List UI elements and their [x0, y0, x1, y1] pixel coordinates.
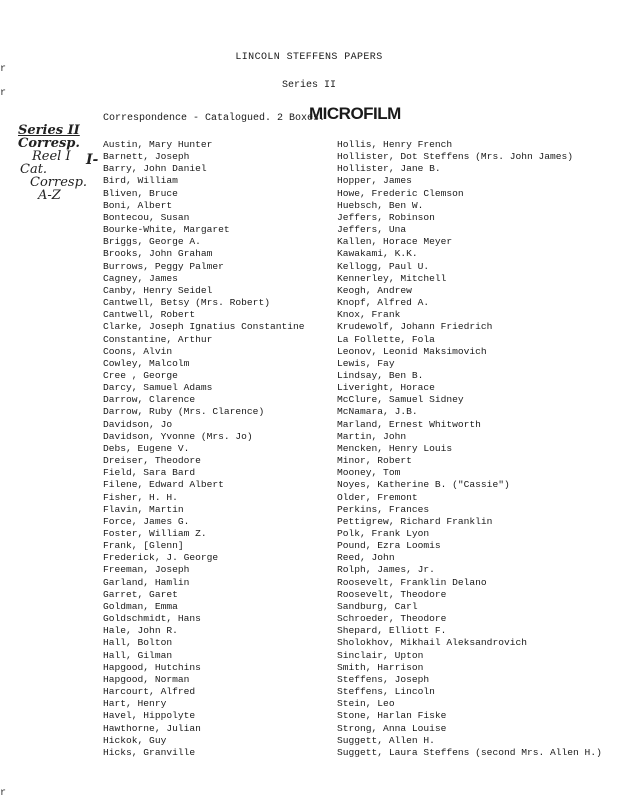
correspondent-entry: Burrows, Peggy Palmer	[103, 260, 224, 272]
correspondent-entry: Hall, Gilman	[103, 649, 173, 661]
correspondent-entry: Goldschmidt, Hans	[103, 613, 201, 625]
correspondent-entry: Liveright, Horace	[337, 382, 435, 394]
correspondent-entry: Hapgood, Norman	[103, 673, 190, 685]
correspondent-entry: Noyes, Katherine B. ("Cassie")	[337, 479, 510, 491]
correspondent-entry: Flavin, Martin	[103, 503, 184, 515]
correspondent-entry: Goldman, Emma	[103, 600, 178, 612]
correspondent-entry: Polk, Frank Lyon	[337, 528, 430, 539]
correspondent-entry: Rolph, James, Jr.	[337, 564, 435, 576]
correspondent-entry: Hapgood, Hutchins	[103, 661, 201, 673]
correspondent-entry: Austin, Mary Hunter	[103, 139, 213, 150]
correspondent-entry: Hicks, Granville	[103, 746, 196, 758]
correspondent-entry: Frederick, J. George	[103, 552, 219, 564]
correspondent-entry: Cagney, James	[103, 272, 178, 284]
correspondent-entry: Frank, [Glenn]	[103, 540, 184, 552]
correspondent-entry: Barry, John Daniel	[103, 163, 207, 175]
correspondent-entry: Davidson, Yvonne (Mrs. Jo)	[103, 430, 253, 442]
series-label: Series II	[281, 80, 336, 91]
correspondent-entry: Darrow, Clarence	[103, 394, 196, 406]
correspondent-entry: Steffens, Joseph	[337, 673, 430, 685]
correspondent-entry: Roosevelt, Franklin Delano	[337, 576, 487, 588]
correspondent-entry: Perkins, Frances	[337, 503, 430, 515]
correspondent-entry: Sholokhov, Mikhail Aleksandrovich	[337, 637, 527, 649]
correspondent-entry: Mooney, Tom	[337, 467, 401, 479]
correspondent-entry: Kellogg, Paul U.	[337, 260, 430, 272]
correspondent-entry: Jeffers, Una	[337, 224, 407, 236]
correspondent-entry: Shepard, Elliott F.	[337, 625, 447, 637]
correspondent-entry: Cree , George	[103, 369, 178, 381]
margin-mark: r	[0, 88, 7, 99]
correspondent-entry: Minor, Robert	[337, 455, 412, 467]
margin-mark: r	[0, 64, 7, 75]
correspondent-entry: Cowley, Malcolm	[103, 357, 190, 369]
correspondent-entry: Hollister, Dot Steffens (Mrs. John James)	[337, 151, 574, 163]
correspondent-entry: Kennerley, Mitchell	[337, 272, 447, 284]
correspondent-entry: Suggett, Laura Steffens (second Mrs. Allen H.)	[337, 746, 602, 758]
correspondent-entry: Hawthorne, Julian	[103, 722, 201, 734]
correspondent-entry: Bliven, Bruce	[103, 187, 178, 199]
correspondent-entry: Harcourt, Alfred	[103, 686, 196, 698]
microfilm-stamp: MICROFILM	[309, 104, 401, 123]
correspondent-entry: Garret, Garet	[103, 588, 178, 600]
annotation-line: Reel I	[32, 149, 71, 164]
correspondent-entry: Briggs, George A.	[103, 236, 201, 248]
correspondent-list-left	[103, 139, 305, 759]
correspondent-entry: Bontecou, Susan	[103, 211, 190, 223]
correspondent-entry: Davidson, Jo	[103, 418, 173, 430]
correspondent-entry: Reed, John	[337, 552, 395, 564]
correspondent-entry: Hall, Bolton	[103, 637, 173, 649]
correspondent-entry: La Follette, Fola	[337, 333, 435, 345]
correspondent-entry: Freeman, Joseph	[103, 564, 190, 576]
correspondent-entry: Hickok, Guy	[103, 734, 167, 746]
correspondent-entry: Barnett, Joseph	[103, 151, 190, 163]
correspondent-entry: Havel, Hippolyte	[103, 710, 196, 722]
annotation-line: Corresp.	[18, 136, 80, 151]
correspondent-entry: Filene, Edward Albert	[103, 479, 224, 491]
correspondent-entry: Hale, John R.	[103, 625, 178, 637]
correspondent-entry: Kawakami, K.K.	[337, 248, 418, 260]
correspondent-entry: Garland, Hamlin	[103, 576, 190, 588]
correspondent-entry: Lindsay, Ben B.	[337, 369, 424, 381]
correspondent-entry: Leonov, Leonid Maksimovich	[337, 345, 487, 357]
correspondent-entry: Force, James G.	[103, 515, 190, 527]
document-title: LINCOLN STEFFENS PAPERS	[235, 52, 383, 63]
correspondent-entry: Canby, Henry Seidel	[103, 284, 213, 296]
annotation-line: Series II	[18, 123, 80, 138]
correspondent-entry: Constantine, Arthur	[103, 333, 213, 345]
correspondent-entry: Older, Fremont	[337, 491, 418, 503]
correspondent-entry: Coons, Alvin	[103, 345, 173, 357]
subtitle: Correspondence - Catalogued. 2 Boxes.	[103, 113, 326, 124]
annotation-line: Corresp.	[30, 175, 88, 190]
correspondent-entry: Sandburg, Carl	[337, 600, 418, 612]
correspondent-entry: Jeffers, Robinson	[337, 211, 435, 223]
correspondent-list-right	[337, 139, 602, 759]
correspondent-entry: Keogh, Andrew	[337, 284, 412, 296]
correspondent-entry: Debs, Eugene V.	[103, 442, 190, 454]
correspondent-entry: Bourke-White, Margaret	[103, 224, 230, 236]
correspondent-entry: Krudewolf, Johann Friedrich	[337, 321, 493, 333]
correspondent-entry: Boni, Albert	[103, 199, 173, 211]
annotation-line: A-Z	[38, 188, 61, 203]
correspondent-entry: Smith, Harrison	[337, 661, 424, 673]
correspondent-entry: Clarke, Joseph Ignatius Constantine	[103, 321, 305, 333]
correspondent-entry: Pettigrew, Richard Franklin	[337, 515, 493, 527]
margin-mark: r	[0, 788, 7, 799]
correspondent-entry: Marland, Ernest Whitworth	[337, 418, 481, 430]
correspondent-entry: Dreiser, Theodore	[103, 455, 201, 467]
correspondent-entry: Hopper, James	[337, 175, 412, 187]
correspondent-entry: Schroeder, Theodore	[337, 613, 447, 625]
correspondent-entry: Stone, Harlan Fiske	[337, 710, 447, 722]
correspondent-entry: Huebsch, Ben W.	[337, 199, 424, 211]
correspondent-entry: Fisher, H. H.	[103, 491, 178, 503]
correspondent-entry: Kallen, Horace Meyer	[337, 236, 453, 248]
correspondent-entry: McNamara, J.B.	[337, 406, 418, 418]
correspondent-entry: Field, Sara Bard	[103, 467, 196, 479]
correspondent-entry: Cantwell, Robert	[103, 309, 196, 321]
correspondent-entry: Martin, John	[337, 430, 407, 442]
correspondent-entry: Suggett, Allen H.	[337, 734, 435, 746]
correspondent-entry: Brooks, John Graham	[103, 248, 213, 260]
correspondent-entry: Strong, Anna Louise	[337, 722, 447, 734]
annotation-mark: I-	[86, 152, 99, 168]
correspondent-entry: Steffens, Lincoln	[337, 686, 435, 698]
correspondent-entry: Mencken, Henry Louis	[337, 442, 453, 454]
correspondent-entry: Hollis, Henry French	[337, 139, 453, 150]
correspondent-entry: Pound, Ezra Loomis	[337, 540, 441, 552]
correspondent-entry: Hart, Henry	[103, 698, 167, 710]
correspondent-entry: Foster, William Z.	[103, 528, 207, 539]
handwritten-annotation	[18, 124, 98, 202]
correspondent-entry: Lewis, Fay	[337, 357, 395, 369]
correspondent-entry: Roosevelt, Theodore	[337, 588, 447, 600]
correspondent-entry: Cantwell, Betsy (Mrs. Robert)	[103, 297, 270, 309]
correspondent-entry: Bird, William	[103, 175, 178, 187]
correspondent-entry: Darrow, Ruby (Mrs. Clarence)	[103, 406, 265, 418]
correspondent-entry: Darcy, Samuel Adams	[103, 382, 213, 394]
correspondent-entry: Stein, Leo	[337, 698, 395, 710]
correspondent-entry: Howe, Frederic Clemson	[337, 187, 464, 199]
annotation-line: Cat.	[20, 162, 48, 177]
correspondent-entry: McClure, Samuel Sidney	[337, 394, 464, 406]
correspondent-entry: Sinclair, Upton	[337, 649, 424, 661]
correspondent-entry: Knopf, Alfred A.	[337, 297, 430, 309]
correspondent-entry: Knox, Frank	[337, 309, 401, 321]
correspondent-entry: Hollister, Jane B.	[337, 163, 441, 175]
